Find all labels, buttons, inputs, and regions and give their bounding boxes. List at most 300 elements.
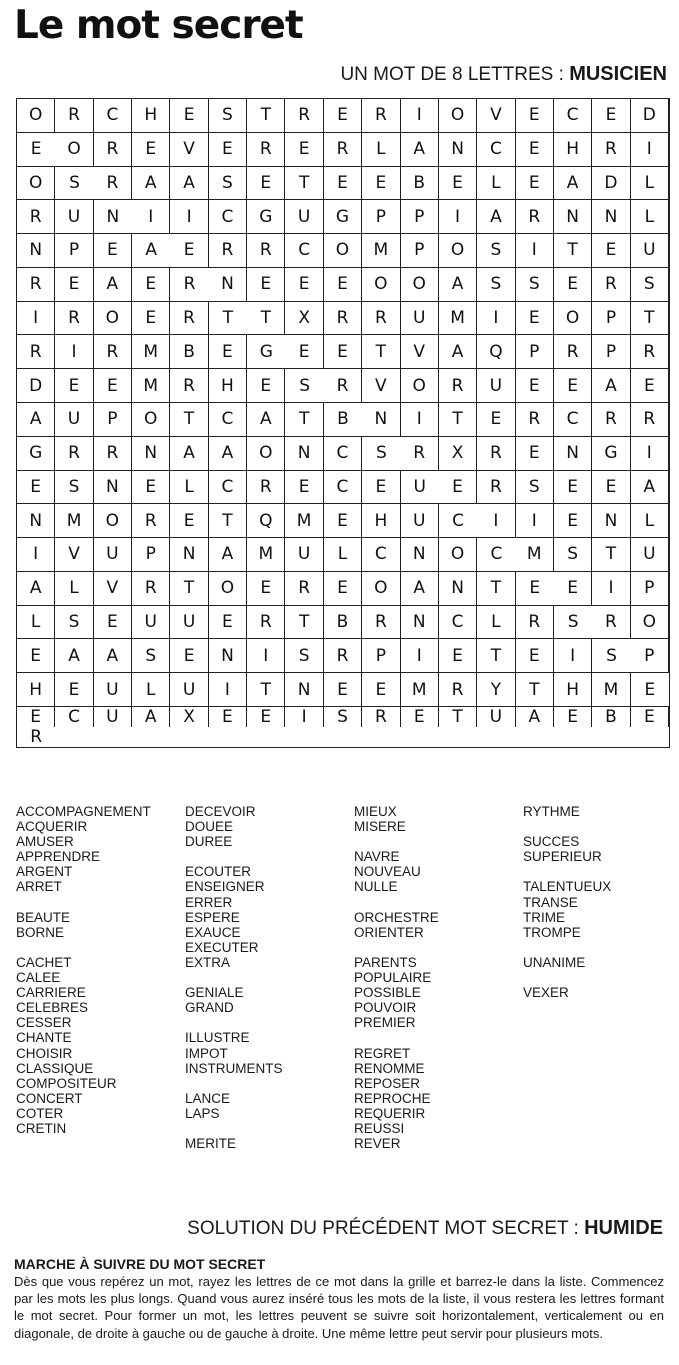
grid-cell[interactable]: M (247, 538, 285, 572)
grid-cell[interactable]: S (132, 639, 170, 673)
grid-cell[interactable]: E (439, 471, 477, 505)
grid-cell[interactable]: R (30, 727, 43, 747)
grid-cell[interactable]: E (94, 369, 132, 403)
grid-cell[interactable]: E (209, 606, 247, 640)
grid-cell[interactable]: N (209, 639, 247, 673)
grid-cell[interactable]: C (94, 99, 132, 133)
grid-cell[interactable]: S (554, 606, 592, 640)
grid-cell[interactable]: I (631, 437, 669, 471)
grid-cell[interactable]: O (94, 302, 132, 336)
grid-cell[interactable]: O (132, 403, 170, 437)
grid-cell[interactable]: V (55, 538, 93, 572)
grid-cell[interactable]: E (324, 268, 362, 302)
grid-cell[interactable]: P (94, 403, 132, 437)
grid-cell[interactable]: D (592, 167, 630, 201)
grid-cell[interactable]: I (247, 639, 285, 673)
grid-cell[interactable]: R (94, 437, 132, 471)
grid-cell[interactable]: T (170, 572, 208, 606)
grid-cell[interactable]: E (439, 639, 477, 673)
grid-cell[interactable]: R (362, 99, 400, 133)
grid-cell[interactable]: H (17, 673, 55, 707)
grid-cell[interactable]: T (439, 707, 477, 727)
grid-cell[interactable]: C (554, 403, 592, 437)
grid-cell[interactable]: E (17, 133, 55, 167)
grid-cell[interactable]: P (631, 572, 669, 606)
grid-cell[interactable]: E (132, 302, 170, 336)
grid-cell[interactable]: E (324, 167, 362, 201)
grid-cell[interactable]: R (439, 369, 477, 403)
grid-cell[interactable]: C (285, 234, 323, 268)
grid-cell[interactable]: M (55, 504, 93, 538)
grid-cell[interactable]: R (324, 369, 362, 403)
grid-cell[interactable]: C (554, 99, 592, 133)
grid-cell[interactable]: H (362, 504, 400, 538)
grid-cell[interactable]: I (401, 639, 439, 673)
grid-cell[interactable]: U (285, 200, 323, 234)
grid-cell[interactable]: A (247, 403, 285, 437)
grid-cell[interactable]: O (247, 437, 285, 471)
grid-cell[interactable]: T (477, 572, 515, 606)
grid-cell[interactable]: R (247, 133, 285, 167)
grid-cell[interactable]: X (170, 707, 208, 727)
grid-cell[interactable]: E (554, 268, 592, 302)
grid-cell[interactable]: R (516, 606, 554, 640)
grid-cell[interactable]: R (592, 133, 630, 167)
grid-cell[interactable]: P (516, 335, 554, 369)
grid-cell[interactable]: E (285, 335, 323, 369)
grid-cell[interactable]: R (247, 234, 285, 268)
grid-cell[interactable]: R (362, 707, 400, 727)
grid-cell[interactable]: R (477, 471, 515, 505)
grid-cell[interactable]: E (324, 504, 362, 538)
grid-cell[interactable]: T (554, 234, 592, 268)
grid-cell[interactable]: E (631, 707, 669, 727)
grid-cell[interactable]: N (439, 572, 477, 606)
grid-cell[interactable]: A (209, 437, 247, 471)
grid-cell[interactable]: E (324, 99, 362, 133)
grid-cell[interactable]: E (592, 99, 630, 133)
grid-cell[interactable]: L (631, 200, 669, 234)
grid-cell[interactable]: T (170, 403, 208, 437)
grid-cell[interactable]: R (94, 335, 132, 369)
grid-cell[interactable]: E (209, 707, 247, 727)
grid-cell[interactable]: R (324, 639, 362, 673)
grid-cell[interactable]: E (631, 673, 669, 707)
grid-cell[interactable]: N (17, 504, 55, 538)
grid-cell[interactable]: I (401, 403, 439, 437)
grid-cell[interactable]: Q (477, 335, 515, 369)
grid-cell[interactable]: C (362, 538, 400, 572)
grid-cell[interactable]: P (55, 234, 93, 268)
grid-cell[interactable]: C (324, 437, 362, 471)
grid-cell[interactable]: T (592, 538, 630, 572)
grid-cell[interactable]: R (439, 673, 477, 707)
grid-cell[interactable]: R (362, 302, 400, 336)
grid-cell[interactable]: O (209, 572, 247, 606)
grid-cell[interactable]: E (324, 335, 362, 369)
grid-cell[interactable]: A (592, 369, 630, 403)
grid-cell[interactable]: R (170, 268, 208, 302)
grid-cell[interactable]: S (516, 471, 554, 505)
grid-cell[interactable]: A (94, 639, 132, 673)
grid-cell[interactable]: B (170, 335, 208, 369)
grid-cell[interactable]: N (285, 673, 323, 707)
grid-cell[interactable]: T (362, 335, 400, 369)
grid-cell[interactable]: A (439, 335, 477, 369)
grid-cell[interactable]: I (170, 200, 208, 234)
grid-cell[interactable]: U (94, 707, 132, 727)
grid-cell[interactable]: P (631, 639, 669, 673)
grid-cell[interactable]: I (285, 707, 323, 727)
grid-cell[interactable]: E (362, 471, 400, 505)
grid-cell[interactable]: G (17, 437, 55, 471)
grid-cell[interactable]: S (285, 639, 323, 673)
grid-cell[interactable]: R (170, 302, 208, 336)
grid-cell[interactable]: S (554, 538, 592, 572)
grid-cell[interactable]: T (285, 167, 323, 201)
grid-cell[interactable]: R (285, 572, 323, 606)
grid-cell[interactable]: R (554, 335, 592, 369)
grid-cell[interactable]: M (132, 369, 170, 403)
grid-cell[interactable]: H (554, 133, 592, 167)
grid-cell[interactable]: M (132, 335, 170, 369)
grid-cell[interactable]: A (516, 707, 554, 727)
grid-cell[interactable]: Y (477, 673, 515, 707)
grid-cell[interactable]: R (285, 99, 323, 133)
grid-cell[interactable]: N (554, 200, 592, 234)
grid-cell[interactable]: R (55, 302, 93, 336)
grid-cell[interactable]: S (285, 369, 323, 403)
grid-cell[interactable]: T (516, 673, 554, 707)
grid-cell[interactable]: A (132, 167, 170, 201)
grid-cell[interactable]: E (132, 471, 170, 505)
grid-cell[interactable]: E (170, 234, 208, 268)
grid-cell[interactable]: R (477, 437, 515, 471)
grid-cell[interactable]: N (94, 471, 132, 505)
grid-cell[interactable]: E (516, 167, 554, 201)
grid-cell[interactable]: D (17, 369, 55, 403)
grid-cell[interactable]: E (516, 437, 554, 471)
grid-cell[interactable]: E (362, 167, 400, 201)
grid-cell[interactable]: S (631, 268, 669, 302)
grid-cell[interactable]: U (94, 538, 132, 572)
grid-cell[interactable]: I (132, 200, 170, 234)
grid-cell[interactable]: S (362, 437, 400, 471)
grid-cell[interactable]: C (209, 403, 247, 437)
grid-cell[interactable]: B (324, 403, 362, 437)
grid-cell[interactable]: M (592, 673, 630, 707)
grid-cell[interactable]: O (631, 606, 669, 640)
grid-cell[interactable]: B (324, 606, 362, 640)
grid-cell[interactable]: O (439, 234, 477, 268)
grid-cell[interactable]: U (94, 673, 132, 707)
grid-cell[interactable]: N (285, 437, 323, 471)
grid-cell[interactable]: O (17, 167, 55, 201)
grid-cell[interactable]: E (170, 99, 208, 133)
grid-cell[interactable]: E (247, 572, 285, 606)
grid-cell[interactable]: E (285, 471, 323, 505)
grid-cell[interactable]: R (247, 606, 285, 640)
grid-cell[interactable]: O (55, 133, 93, 167)
grid-cell[interactable]: U (132, 606, 170, 640)
grid-cell[interactable]: S (477, 234, 515, 268)
grid-cell[interactable]: O (362, 268, 400, 302)
grid-cell[interactable]: R (362, 606, 400, 640)
grid-cell[interactable]: R (17, 335, 55, 369)
grid-cell[interactable]: E (554, 369, 592, 403)
grid-cell[interactable]: A (554, 167, 592, 201)
grid-cell[interactable]: B (592, 707, 630, 727)
grid-cell[interactable]: L (477, 167, 515, 201)
grid-cell[interactable]: P (362, 639, 400, 673)
grid-cell[interactable]: P (592, 302, 630, 336)
grid-cell[interactable]: L (170, 471, 208, 505)
grid-cell[interactable]: O (439, 538, 477, 572)
grid-cell[interactable]: V (94, 572, 132, 606)
grid-cell[interactable]: I (554, 639, 592, 673)
grid-cell[interactable]: E (17, 707, 55, 727)
grid-cell[interactable]: T (247, 99, 285, 133)
grid-cell[interactable]: E (170, 504, 208, 538)
grid-cell[interactable]: N (401, 538, 439, 572)
grid-cell[interactable]: L (324, 538, 362, 572)
grid-cell[interactable]: U (55, 403, 93, 437)
grid-cell[interactable]: I (439, 200, 477, 234)
grid-cell[interactable]: N (401, 606, 439, 640)
grid-cell[interactable]: S (55, 471, 93, 505)
grid-cell[interactable]: C (477, 133, 515, 167)
grid-cell[interactable]: P (401, 234, 439, 268)
grid-cell[interactable]: R (209, 234, 247, 268)
grid-cell[interactable]: I (55, 335, 93, 369)
grid-cell[interactable]: E (592, 234, 630, 268)
grid-cell[interactable]: O (17, 99, 55, 133)
grid-cell[interactable]: R (55, 99, 93, 133)
grid-cell[interactable]: X (439, 437, 477, 471)
grid-cell[interactable]: O (362, 572, 400, 606)
grid-cell[interactable]: I (631, 133, 669, 167)
grid-cell[interactable]: C (477, 538, 515, 572)
grid-cell[interactable]: G (592, 437, 630, 471)
grid-cell[interactable]: E (17, 639, 55, 673)
grid-cell[interactable]: R (401, 437, 439, 471)
grid-cell[interactable]: L (477, 606, 515, 640)
grid-cell[interactable]: A (439, 268, 477, 302)
grid-cell[interactable]: E (170, 639, 208, 673)
grid-cell[interactable]: U (631, 538, 669, 572)
grid-cell[interactable]: E (516, 572, 554, 606)
grid-cell[interactable]: E (55, 268, 93, 302)
grid-cell[interactable]: T (477, 639, 515, 673)
grid-cell[interactable]: S (55, 606, 93, 640)
grid-cell[interactable]: U (631, 234, 669, 268)
grid-cell[interactable]: L (55, 572, 93, 606)
grid-cell[interactable]: E (477, 403, 515, 437)
grid-cell[interactable]: H (209, 369, 247, 403)
grid-cell[interactable]: M (362, 234, 400, 268)
grid-cell[interactable]: N (362, 403, 400, 437)
grid-cell[interactable]: H (554, 673, 592, 707)
grid-cell[interactable]: R (17, 268, 55, 302)
grid-cell[interactable]: U (170, 673, 208, 707)
grid-cell[interactable]: C (209, 471, 247, 505)
grid-cell[interactable]: A (401, 572, 439, 606)
grid-cell[interactable]: R (132, 572, 170, 606)
grid-cell[interactable]: D (631, 99, 669, 133)
grid-cell[interactable]: R (516, 403, 554, 437)
grid-cell[interactable]: T (631, 302, 669, 336)
grid-cell[interactable]: E (247, 707, 285, 727)
grid-cell[interactable]: P (132, 538, 170, 572)
grid-cell[interactable]: A (132, 707, 170, 727)
grid-cell[interactable]: E (516, 99, 554, 133)
grid-cell[interactable]: U (477, 369, 515, 403)
grid-cell[interactable]: P (401, 200, 439, 234)
grid-cell[interactable]: G (324, 200, 362, 234)
grid-cell[interactable]: C (209, 200, 247, 234)
grid-cell[interactable]: R (55, 437, 93, 471)
grid-cell[interactable]: E (285, 268, 323, 302)
grid-cell[interactable]: R (170, 369, 208, 403)
grid-cell[interactable]: R (94, 133, 132, 167)
grid-cell[interactable]: O (439, 99, 477, 133)
grid-cell[interactable]: A (17, 403, 55, 437)
grid-cell[interactable]: S (209, 167, 247, 201)
grid-cell[interactable]: E (516, 639, 554, 673)
grid-cell[interactable]: E (554, 504, 592, 538)
grid-cell[interactable]: S (209, 99, 247, 133)
grid-cell[interactable]: E (554, 707, 592, 727)
grid-cell[interactable]: E (55, 673, 93, 707)
grid-cell[interactable]: U (477, 707, 515, 727)
grid-cell[interactable]: H (132, 99, 170, 133)
grid-cell[interactable]: T (285, 403, 323, 437)
grid-cell[interactable]: S (516, 268, 554, 302)
grid-cell[interactable]: A (631, 471, 669, 505)
grid-cell[interactable]: C (324, 471, 362, 505)
grid-cell[interactable]: L (132, 673, 170, 707)
grid-cell[interactable]: A (477, 200, 515, 234)
grid-cell[interactable]: L (17, 606, 55, 640)
grid-cell[interactable]: P (592, 335, 630, 369)
grid-cell[interactable]: R (324, 302, 362, 336)
grid-cell[interactable]: R (132, 504, 170, 538)
grid-cell[interactable]: T (439, 403, 477, 437)
grid-cell[interactable]: N (592, 504, 630, 538)
grid-cell[interactable]: R (592, 403, 630, 437)
grid-cell[interactable]: U (170, 606, 208, 640)
grid-cell[interactable]: E (439, 167, 477, 201)
grid-cell[interactable]: U (401, 302, 439, 336)
grid-cell[interactable]: A (170, 437, 208, 471)
grid-cell[interactable]: O (401, 268, 439, 302)
grid-cell[interactable]: R (631, 403, 669, 437)
grid-cell[interactable]: N (439, 133, 477, 167)
grid-cell[interactable]: C (439, 606, 477, 640)
grid-cell[interactable]: S (55, 167, 93, 201)
grid-cell[interactable]: O (94, 504, 132, 538)
grid-cell[interactable]: A (132, 234, 170, 268)
grid-cell[interactable]: T (247, 302, 285, 336)
grid-cell[interactable]: R (247, 471, 285, 505)
grid-cell[interactable]: T (247, 673, 285, 707)
grid-cell[interactable]: A (170, 167, 208, 201)
grid-cell[interactable]: S (592, 639, 630, 673)
grid-cell[interactable]: E (132, 133, 170, 167)
grid-cell[interactable]: E (631, 369, 669, 403)
grid-cell[interactable]: U (401, 504, 439, 538)
grid-cell[interactable]: E (592, 471, 630, 505)
grid-cell[interactable]: E (362, 673, 400, 707)
grid-cell[interactable]: E (209, 335, 247, 369)
grid-cell[interactable]: S (477, 268, 515, 302)
grid-cell[interactable]: T (285, 606, 323, 640)
grid-cell[interactable]: M (401, 673, 439, 707)
grid-cell[interactable]: M (516, 538, 554, 572)
grid-cell[interactable]: N (170, 538, 208, 572)
grid-cell[interactable]: E (554, 471, 592, 505)
grid-cell[interactable]: A (94, 268, 132, 302)
grid-cell[interactable]: A (401, 133, 439, 167)
grid-cell[interactable]: P (362, 200, 400, 234)
grid-cell[interactable]: I (592, 572, 630, 606)
grid-cell[interactable]: V (362, 369, 400, 403)
grid-cell[interactable]: E (516, 302, 554, 336)
grid-cell[interactable]: N (554, 437, 592, 471)
grid-cell[interactable]: C (55, 707, 93, 727)
grid-cell[interactable]: U (401, 471, 439, 505)
grid-cell[interactable]: A (209, 538, 247, 572)
grid-cell[interactable]: Q (247, 504, 285, 538)
grid-cell[interactable]: E (401, 707, 439, 727)
grid-cell[interactable]: E (132, 268, 170, 302)
grid-cell[interactable]: G (247, 335, 285, 369)
grid-cell[interactable]: E (324, 572, 362, 606)
grid-cell[interactable]: E (516, 369, 554, 403)
grid-cell[interactable]: E (94, 606, 132, 640)
grid-cell[interactable]: M (285, 504, 323, 538)
grid-cell[interactable]: O (324, 234, 362, 268)
grid-cell[interactable]: E (516, 133, 554, 167)
grid-cell[interactable]: E (554, 572, 592, 606)
grid-cell[interactable]: R (17, 200, 55, 234)
grid-cell[interactable]: O (554, 302, 592, 336)
grid-cell[interactable]: E (247, 167, 285, 201)
grid-cell[interactable]: A (17, 572, 55, 606)
grid-cell[interactable]: N (209, 268, 247, 302)
grid-cell[interactable]: V (170, 133, 208, 167)
grid-cell[interactable]: I (17, 538, 55, 572)
grid-cell[interactable]: C (439, 504, 477, 538)
grid-cell[interactable]: N (132, 437, 170, 471)
grid-cell[interactable]: U (55, 200, 93, 234)
grid-cell[interactable]: R (94, 167, 132, 201)
grid-cell[interactable]: A (55, 639, 93, 673)
grid-cell[interactable]: M (439, 302, 477, 336)
grid-cell[interactable]: N (94, 200, 132, 234)
grid-cell[interactable]: U (285, 538, 323, 572)
grid-cell[interactable]: R (324, 133, 362, 167)
grid-cell[interactable]: E (247, 369, 285, 403)
grid-cell[interactable]: E (94, 234, 132, 268)
grid-cell[interactable]: I (516, 234, 554, 268)
grid-cell[interactable]: I (401, 99, 439, 133)
grid-cell[interactable]: R (592, 268, 630, 302)
grid-cell[interactable]: N (17, 234, 55, 268)
grid-cell[interactable]: G (247, 200, 285, 234)
grid-cell[interactable]: L (631, 504, 669, 538)
grid-cell[interactable]: R (592, 606, 630, 640)
